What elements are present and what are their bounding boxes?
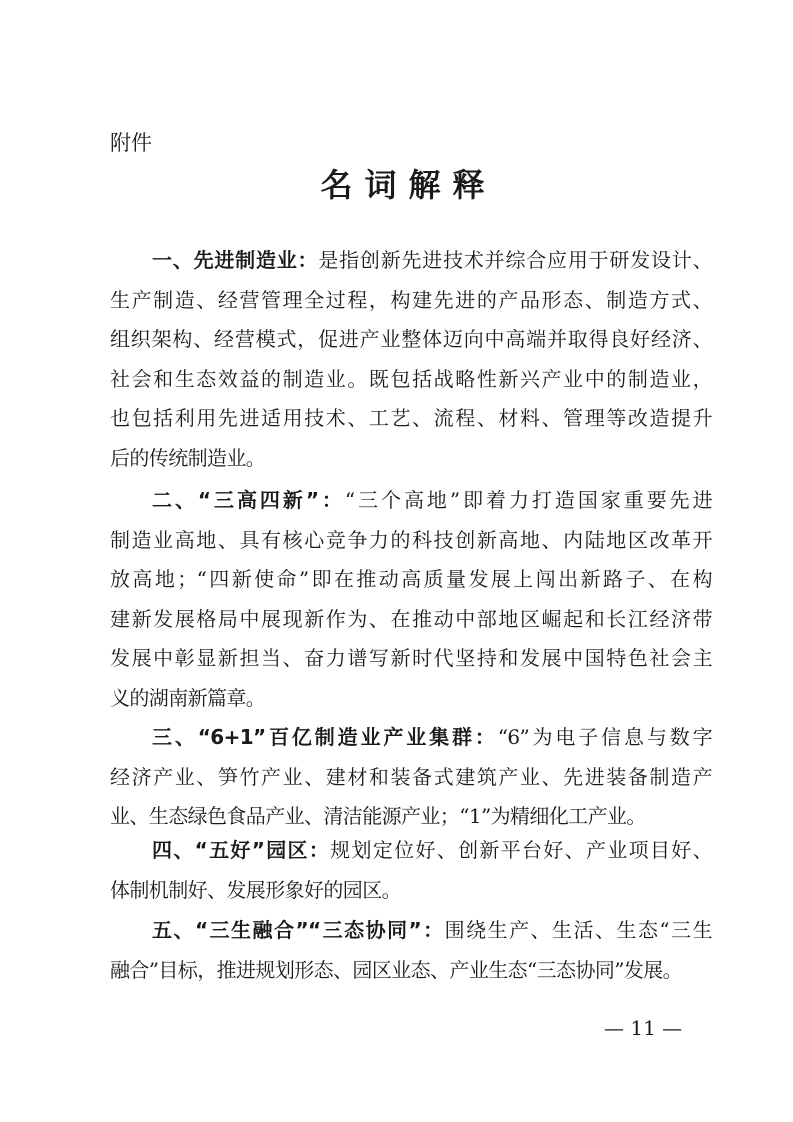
page-title: 名词解释 xyxy=(320,166,497,204)
definition-paragraph xyxy=(110,718,712,837)
definition-text: 义的湖南新篇章。 xyxy=(110,685,266,710)
text-line xyxy=(110,718,712,758)
definition-text: 规划定位好、创新平台好、产业项目好、 xyxy=(330,838,713,862)
text-line xyxy=(110,241,712,281)
definition-text: 融合”目标，推进规划形态、园区业态、产业生态“三态协同”发展。 xyxy=(110,957,683,982)
definition-text: 制造业高地、具有核心竞争力的科技创新高地、内陆地区改革开 xyxy=(110,527,712,552)
text-line xyxy=(110,871,712,911)
definition-paragraph xyxy=(110,911,712,990)
term-heading: 二、“三高四新”： xyxy=(152,488,345,512)
text-line xyxy=(110,439,712,479)
text-line xyxy=(110,951,712,991)
definition-text: 体制机制好、发展形象好的园区。 xyxy=(110,877,401,902)
definition-text: 也包括利用先进适用技术、工艺、流程、材料、管理等改造提升 xyxy=(110,406,712,430)
text-line xyxy=(110,639,712,679)
definition-text: 放高地；“四新使命”即在推动高质量发展上闯出新路子、在构 xyxy=(110,567,712,591)
text-line xyxy=(110,320,712,360)
text-line xyxy=(110,481,712,521)
text-line xyxy=(110,399,712,439)
term-heading: 一、先进制造业： xyxy=(152,248,319,272)
text-line xyxy=(110,679,712,719)
definition-text: “6”为电子信息与数字 xyxy=(497,725,713,749)
term-heading: 四、“五好”园区： xyxy=(152,838,331,862)
definition-text: 是指创新先进技术并综合应用于研发设计、 xyxy=(318,248,712,272)
definition-text: 生产制造、经营管理全过程，构建先进的产品形态、制造方式、 xyxy=(110,287,712,312)
definition-text: 组织架构、经营模式，促进产业整体迈向中高端并取得良好经济、 xyxy=(110,327,712,351)
text-line xyxy=(110,360,712,400)
text-line xyxy=(110,600,712,640)
definition-text: 后的传统制造业。 xyxy=(110,445,266,470)
definition-paragraph xyxy=(110,241,712,478)
term-heading: 三、“6+1”百亿制造业产业集群： xyxy=(152,725,498,749)
text-line xyxy=(110,281,712,321)
definition-text: 业、生态绿色食品产业、清洁能源产业；“1”为精细化工产业。 xyxy=(110,804,646,828)
definition-paragraph xyxy=(110,831,712,910)
definition-text: 围绕生产、生活、生态“三生 xyxy=(444,918,712,942)
attachment-label: 附件 xyxy=(110,131,152,155)
page-number: — 11 — xyxy=(604,1016,683,1040)
text-line xyxy=(110,560,712,600)
definition-text: 发展中彰显新担当、奋力谱写新时代坚持和发展中国特色社会主 xyxy=(110,646,712,670)
text-line xyxy=(110,911,712,951)
definition-text: “三个高地”即着力打造国家重要先进 xyxy=(344,488,713,512)
term-heading: 五、“三生融合”“三态协同”： xyxy=(152,918,445,942)
definition-text: 社会和生态效益的制造业。既包括战略性新兴产业中的制造业， xyxy=(110,366,712,391)
definition-text: 建新发展格局中展现新作为、在推动中部地区崛起和长江经济带 xyxy=(110,606,712,631)
text-line xyxy=(110,521,712,561)
definition-paragraph xyxy=(110,481,712,718)
text-line xyxy=(110,758,712,798)
text-line xyxy=(110,831,712,871)
definition-text: 经济产业、笋竹产业、建材和装备式建筑产业、先进装备制造产 xyxy=(110,764,712,789)
